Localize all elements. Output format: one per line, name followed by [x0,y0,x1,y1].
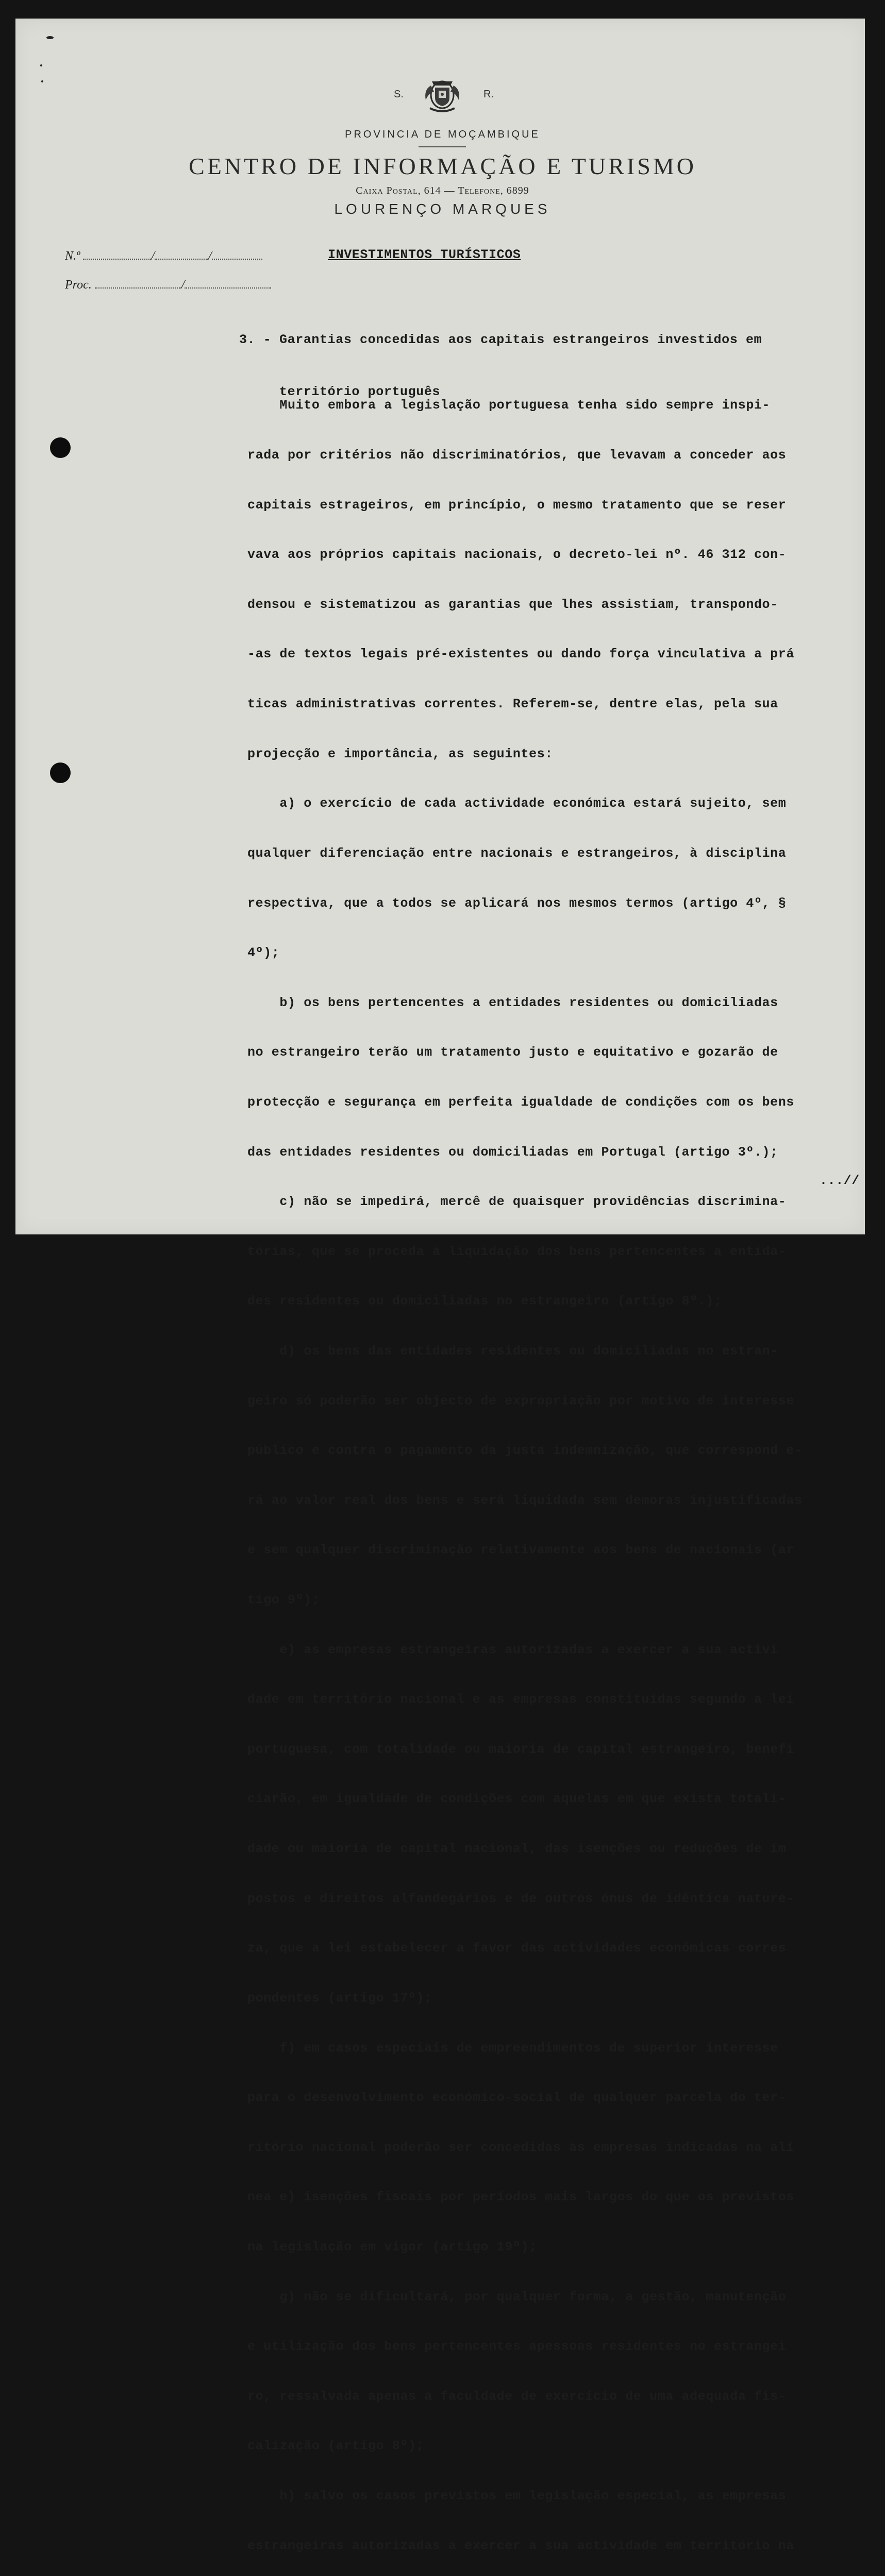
body-line: e utilização dos bens pertencentes apessoas residentes no estrangei [247,2339,787,2354]
body-line: postos e direitos alfandegários e de outros ónus de idêntica nature- [247,1891,794,1906]
ink-speck [41,80,43,82]
process-number-label: Proc. [65,278,92,292]
page-continuation-mark: ...// [820,1173,860,1188]
body-line: dade em território nacional e as empresas constituídas segundo a lei [247,1692,794,1707]
body-line: no estrangeiro terão um tratamento justo e equitativo e gozarão de [247,1045,778,1060]
body-line: 4º); [247,945,280,961]
body-line: projecção e importância, as seguintes: [247,746,553,761]
body-line: f) em casos especiais de empreendimentos de superior interesse [247,2040,778,2056]
body-line: h) salvo os casos previstos em legislação especial, as empresas [247,2488,787,2503]
punch-hole-bottom [50,762,71,783]
body-line: das entidades residentes ou domiciliadas em Portugal (artigo 3º.); [247,1144,778,1160]
ink-speck [46,36,54,39]
body-line: portuguesa, com totalidade ou maioria de capital estrangeiro, benefi [247,1741,794,1757]
body-line: ro, ressalvada apenas a faculdade de exercício de uma adequada fis- [247,2388,787,2404]
body-line: na legislação em vigor (artigo 19º); [247,2239,537,2255]
reference-number-field: N.º / / [65,249,262,263]
letterhead-city: LOURENÇO MARQUES [334,201,551,217]
body-line: densou e sistematizou as garantias que lhes assistiam, transpondo- [247,597,778,612]
body-line: nea e) isenções fiscais por períodos mais largos do que os previstos [247,2190,794,2205]
body-text [247,364,803,2576]
body-line: ritório nacional poderão ser concedidas às empresas indicadas na alí [247,2140,794,2155]
body-line: -as de textos legais pré-existentes ou dando força vinculativa a prá [247,647,794,662]
body-line: e sem qualquer discriminação relativamente aos bens de nacionais (ar [247,1543,794,1558]
body-line: protecção e segurança em perfeita igualdade de condições com os bens [247,1094,794,1110]
body-line: rada por critérios não discriminatórios, que levavam a conceder aos [247,448,787,463]
ink-speck [40,64,42,66]
letterhead-initial-left: S. [394,89,404,100]
body-line: Muito embora a legislação portuguesa tenha sido sempre inspi- [247,398,771,413]
letterhead-divider [419,146,466,147]
body-line: ciarão, em igualdade de condições com aquelas em que exista totali- [247,1791,787,1807]
process-number-field: Proc. / [65,278,271,292]
coat-of-arms-icon [416,72,468,117]
body-line: capitais estrageiros, em princípio, o mesmo tratamento que se reser [247,497,787,513]
body-line: za, que a lei estabelecer a favor das actividades económicas corres [247,1941,787,1956]
body-line: rá ao valor real dos bens e será liquidada sem demoras injustificadas [247,1493,803,1508]
body-line: tigo 9º); [247,1592,320,1608]
letterhead-province: PROVINCIA DE MOÇAMBIQUE [345,129,540,140]
body-line: geiro só poderão ser objecto de expropriação por motivo de interesse [247,1393,794,1409]
body-line: estrangeiras autorizadas a exercer a sua actividade em território na [247,2538,794,2553]
body-line: para o desenvolvimento económico-social de qualquer parcela do ter- [247,2090,787,2106]
body-line: b) os bens pertencentes a entidades residentes ou domiciliadas [247,995,778,1010]
body-line: vava aos próprios capitais nacionais, o decreto-lei nº. 46 312 con- [247,547,787,563]
body-line: d) os bens das entidades residentes ou domiciliadas no estran- [247,1343,778,1359]
letterhead-contact: Caixa Postal, 614 — Telefone, 6899 [356,185,529,196]
body-line: des residentes ou domiciliadas no estrangeiro (artigo 8º.); [247,1294,722,1309]
body-line: tórias, que se proceda à liquidação dos bens pertencentes a entida- [247,1244,787,1259]
section-heading-line: território português [239,384,441,399]
body-line: qualquer diferenciação entre nacionais e estrangeiros, à disciplina [247,845,787,861]
body-line: público e contra o pagamento da justa indemnização, que correspond e- [247,1443,803,1459]
body-line: a) o exercício de cada actividade económica estará sujeito, sem [247,796,787,811]
body-line: g) não se dificultará, por qualquer forma, a gestão, manutenção [247,2289,787,2304]
body-line: pondentes (artigo 17º); [247,1990,432,2006]
punch-hole-top [50,437,71,458]
body-line: ticas administrativas correntes. Referem-se, dentre elas, pela sua [247,697,778,712]
body-line: calização (artigo 8º); [247,2438,425,2454]
section-heading-line: 3. - Garantias concedidas aos capitais estrangeiros investidos em [239,332,762,347]
letterhead-initial-right: R. [483,89,494,100]
body-line: e) as empresas estrangeiras autorizadas a exercer a sua activi [247,1642,778,1657]
document-heading: INVESTIMENTOS TURÍSTICOS [328,247,521,262]
letterhead-title: CENTRO DE INFORMAÇÃO E TURISMO [189,153,696,179]
body-line: c) não se impedirá, mercê de quaisquer providências discrimina- [247,1194,787,1210]
body-line: respectiva, que a todos se aplicará nos mesmos termos (artigo 4º, § [247,895,787,911]
body-line: dade ou maioria de capital nacional, das isenções ou reduções de im [247,1841,787,1857]
reference-number-label: N.º [65,249,80,263]
